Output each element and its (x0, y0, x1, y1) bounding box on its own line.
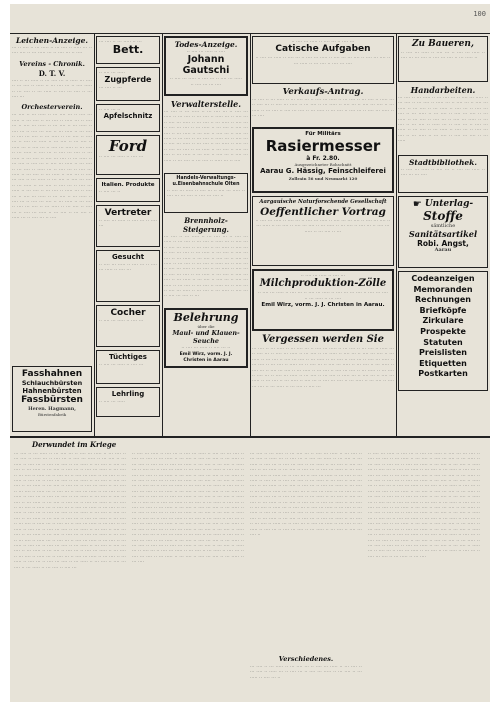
angst-city: Aarau (434, 247, 452, 253)
ford-ad (96, 135, 160, 175)
newspaper-page (10, 4, 490, 702)
hahnenbuersten-text: Hahnenbürsten (22, 387, 82, 395)
handelsschule-ad (164, 173, 248, 213)
apfelschnitz-heading: Apfelschnitz (103, 112, 153, 121)
column-rule-4 (396, 34, 397, 436)
feuilleton-col-3-text: ‧‧‧ ‧‧‧‧ ‧‧ ‧‧‧ ‧‧‧‧‧ ‧‧ ‧‧‧ ‧‧‧‧ ‧‧‧ ‧‧ ‧‧‧‧ ‧‧‧ ‧‧‧‧‧ ‧‧ ‧‧‧ ‧‧‧‧ ‧‧ ‧‧‧ ‧‧‧‧ ‧‧ ‧‧‧‧‧ ‧‧‧ ‧‧ ‧‧‧‧ ‧‧‧ ‧‧ ‧‧‧‧ ‧‧‧ ‧‧‧‧‧ ‧‧ ‧‧‧ ‧‧‧‧ ‧‧ ‧‧‧ ‧‧‧‧‧ ‧‧ ‧‧‧‧ ‧‧‧ ‧‧ ‧‧‧‧ ‧‧‧ ‧‧‧‧ ‧‧ ‧‧‧ ‧‧‧‧‧ ‧‧ ‧‧‧ ‧‧‧‧ ‧‧ ‧‧‧‧ ‧‧‧ ‧‧‧‧ ‧‧ ‧‧‧ ‧‧‧‧‧ ‧‧ ‧‧‧ ‧‧‧‧ ‧‧ ‧‧‧‧ ‧‧‧ ‧‧ ‧‧‧‧ ‧‧‧ ‧‧‧‧‧ ‧‧ ‧‧‧ ‧‧‧‧ ‧‧ ‧‧‧ ‧‧‧‧ ‧‧ ‧‧‧‧‧ ‧‧‧ ‧‧ ‧‧‧‧ ‧‧‧ ‧‧ ‧‧‧‧ ‧‧‧ ‧‧‧‧‧ ‧‧ ‧‧‧ ‧‧‧‧ ‧‧ ‧‧‧ ‧‧‧‧‧ ‧‧ ‧‧‧‧ ‧‧‧ ‧‧ ‧‧‧‧ ‧‧‧ ‧‧‧‧ ‧‧ ‧‧‧ ‧‧‧‧‧ ‧‧ ‧‧‧ ‧‧‧‧ ‧‧ ‧‧‧‧ ‧‧‧ ‧‧‧‧ ‧‧ ‧‧‧ ‧‧‧‧‧ ‧‧ ‧‧‧ ‧‧‧‧ ‧‧ ‧‧‧‧ ‧‧‧ ‧‧ ‧‧‧‧ ‧‧‧ ‧‧‧‧‧ ‧‧ ‧‧‧ ‧‧‧‧ ‧‧ ‧‧‧ ‧‧‧‧ ‧‧ ‧‧‧‧‧ ‧‧‧ ‧‧ ‧‧‧‧ ‧‧‧ ‧‧ ‧‧‧‧ ‧‧‧ ‧‧‧‧‧ ‧‧ ‧‧‧ ‧‧‧‧ ‧‧ ‧‧‧ ‧‧‧‧‧ ‧‧ ‧‧‧‧ ‧‧‧ ‧‧ ‧‧‧‧ ‧‧‧ ‧‧‧‧ ‧‧ ‧‧‧ ‧‧‧‧‧ ‧‧ ‧‧‧ ‧‧‧‧ ‧‧ ‧‧‧‧ ‧‧‧ ‧‧‧‧ ‧‧ ‧‧‧ ‧‧‧‧‧ ‧‧ ‧‧‧ ‧‧‧‧ ‧‧ ‧‧‧‧ ‧‧‧ ‧‧ ‧‧‧‧ ‧‧‧ ‧‧‧‧‧ ‧‧ ‧‧‧ ‧‧‧‧ ‧‧ ‧‧‧ ‧‧‧‧ ‧‧ ‧‧‧‧‧ ‧‧‧ ‧‧ ‧‧‧‧ ‧‧‧ ‧‧ ‧‧‧‧ ‧‧‧ ‧‧‧‧‧ ‧‧ ‧‧‧ ‧‧‧‧ ‧‧ ‧‧‧ ‧‧‧‧‧ ‧‧ ‧‧‧‧ ‧‧‧ ‧‧ ‧‧‧‧ ‧‧‧ ‧‧‧‧ ‧‧ ‧‧‧ ‧‧‧‧‧ ‧‧ ‧‧‧ ‧‧‧‧ ‧‧ ‧‧‧‧ ‧‧‧ ‧‧‧‧ ‧‧ ‧‧‧ ‧‧‧‧‧ ‧‧ ‧‧‧ ‧‧‧‧ ‧‧ ‧‧‧‧ ‧‧‧ ‧‧ ‧‧‧‧ ‧‧‧ ‧‧‧‧‧ ‧‧ ‧‧‧ ‧‧‧‧ ‧‧ ‧‧‧ ‧‧‧‧ ‧‧ ‧‧‧‧‧ ‧‧‧ ‧‧ ‧‧‧‧ ‧‧‧ ‧‧ ‧‧‧‧ ‧‧‧ ‧‧‧‧‧ ‧‧ ‧‧‧ ‧‧‧‧ ‧‧ ‧‧‧ ‧‧‧‧‧ ‧‧ ‧‧‧‧ ‧‧‧ ‧‧ ‧‧‧‧ ‧‧‧ ‧‧‧‧ ‧‧ ‧‧‧ ‧‧‧‧‧ ‧‧ ‧‧‧ ‧‧‧‧ ‧‧ ‧‧‧‧ ‧‧‧ ‧‧‧‧ ‧‧ (250, 451, 362, 538)
belehrung-publisher: Emil Wirz, vorm. J. J. Christen in Aarau (179, 352, 233, 364)
column-1 (12, 36, 92, 434)
gesucht-heading: Gesucht (111, 253, 145, 261)
handelsschule-filler: ‧‧ ‧‧‧‧ ‧‧‧ ‧‧‧‧‧ ‧‧ ‧‧‧‧ ‧‧‧ ‧‧ ‧‧‧‧ ‧‧‧ ‧‧‧‧‧ ‧‧ ‧‧‧‧ ‧‧‧ ‧‧‧ ‧‧‧‧ ‧‧ ‧‧‧‧ ‧‧‧ ‧‧‧‧ ‧‧ (167, 188, 245, 199)
rohschnitt: Ausgezeichneter Rohschnitt (294, 162, 352, 167)
codes-item: Prospekte (420, 326, 466, 336)
verkaufs-antrag-heading: Verkaufs-Antrag. (282, 87, 364, 97)
orchesterverein-body: ‧‧‧ ‧‧‧‧ ‧‧ ‧‧‧ ‧‧‧‧‧ ‧‧ ‧‧‧ ‧‧‧‧ ‧‧‧ ‧‧ ‧‧‧‧ ‧‧‧ ‧‧‧‧‧ ‧‧ ‧‧‧ ‧‧‧‧ ‧‧ ‧‧‧ ‧‧‧‧ ‧‧ ‧‧‧‧‧ ‧‧‧ ‧‧ ‧‧‧‧ ‧‧‧ ‧‧ ‧‧‧‧ ‧‧‧ ‧‧‧‧‧ ‧‧ ‧‧‧ ‧‧‧‧ ‧‧ ‧‧‧ ‧‧‧‧‧ ‧‧ ‧‧‧‧ ‧‧‧ ‧‧ ‧‧‧‧ ‧‧‧ ‧‧‧‧ ‧‧ ‧‧‧ ‧‧‧‧‧ ‧‧ ‧‧‧ ‧‧‧‧ ‧‧ ‧‧‧‧ ‧‧‧ ‧‧‧‧ ‧‧ ‧‧‧ ‧‧‧‧‧ ‧‧ ‧‧‧ ‧‧‧‧ ‧‧ ‧‧‧‧ ‧‧‧ ‧‧ ‧‧‧‧ ‧‧‧ ‧‧‧‧‧ ‧‧ ‧‧‧ ‧‧‧‧ ‧‧ ‧‧‧ ‧‧‧‧ ‧‧ ‧‧‧‧‧ ‧‧‧ ‧‧ ‧‧‧‧ ‧‧‧ ‧‧ ‧‧‧‧ ‧‧‧ ‧‧‧‧‧ ‧‧ ‧‧‧ ‧‧‧‧ ‧‧ ‧‧‧ ‧‧‧‧‧ ‧‧ ‧‧‧‧ ‧‧‧ ‧‧ ‧‧‧‧ ‧‧‧ ‧‧‧‧ ‧‧ ‧‧‧ ‧‧‧‧‧ ‧‧ ‧‧‧ ‧‧‧‧ ‧‧ ‧‧‧‧ ‧‧‧ ‧‧‧‧ ‧‧ ‧‧‧ ‧‧‧‧‧ ‧‧ ‧‧‧ ‧‧‧‧ ‧‧ ‧‧‧‧ ‧‧‧ ‧‧ ‧‧‧‧ ‧‧‧ ‧‧‧‧‧ ‧‧ ‧‧‧ ‧‧‧‧ ‧‧ ‧‧‧ ‧‧‧‧ ‧‧ ‧‧‧‧‧ ‧‧‧ ‧‧ ‧‧‧‧ ‧‧‧ ‧‧ ‧‧‧‧ ‧‧‧ ‧‧‧‧‧ ‧‧ ‧‧‧ ‧‧‧‧ ‧‧ ‧‧‧ ‧‧‧‧‧ ‧‧ ‧‧‧‧ ‧‧‧ ‧‧ ‧‧‧‧ ‧‧‧ ‧‧‧‧ ‧‧ ‧‧‧ ‧‧‧‧‧ ‧‧ ‧‧‧ ‧‧‧‧ ‧‧ ‧‧‧‧ ‧‧‧ ‧‧‧‧ ‧‧ ‧‧‧ ‧‧‧‧‧ ‧‧ ‧‧‧ ‧‧‧‧ ‧‧ ‧‧‧‧ ‧‧‧ ‧‧ ‧‧‧‧ ‧‧‧ ‧‧‧‧‧ ‧‧ ‧‧‧ ‧‧‧‧ ‧‧ ‧‧‧ ‧‧‧‧ ‧‧ ‧‧‧‧‧ ‧‧‧ ‧‧ ‧‧‧‧ ‧‧‧ ‧‧ ‧‧‧‧ ‧‧‧ ‧‧‧‧‧ ‧‧ ‧‧‧ ‧‧‧‧ ‧‧ ‧‧‧ ‧‧‧‧‧ ‧‧ ‧‧‧‧ ‧‧‧ ‧‧ ‧‧‧‧ ‧‧‧ ‧‧‧‧ ‧‧ ‧‧‧ ‧‧‧‧‧ ‧‧ ‧‧‧ ‧‧‧‧ ‧‧ ‧‧‧‧ ‧‧‧ ‧‧‧‧ ‧‧ ‧‧‧ ‧‧‧‧‧ ‧‧ ‧‧‧ ‧‧‧‧ ‧‧ ‧‧‧‧ ‧‧‧ ‧‧ ‧‧‧‧ ‧‧‧ ‧‧‧‧‧ ‧‧ ‧‧‧ ‧‧‧‧ ‧‧ ‧‧‧ ‧‧‧‧ ‧‧ ‧‧‧‧‧ ‧‧‧ ‧‧ ‧‧‧‧ ‧‧‧ ‧‧ ‧‧‧‧ (12, 112, 92, 221)
belehrung-filler: ‧‧ ‧‧‧‧ ‧‧‧ ‧‧‧‧‧ ‧‧ ‧‧‧‧ ‧‧‧ ‧‧ (181, 345, 231, 350)
sanitaetsartikel-heading: Sanitätsartikel (408, 229, 478, 239)
angst-name: Robi. Angst, (417, 239, 469, 248)
feuilleton-rule (10, 436, 490, 438)
codes-item: Memoranden (413, 284, 473, 294)
column-2 (96, 36, 160, 434)
apfelschnitz-filler: ‧‧ ‧‧‧‧ ‧‧‧ ‧‧ (99, 107, 121, 112)
vereins-chronik-heading: Vereins - Chronik. (19, 59, 85, 68)
seuche-heading: Maul- und Klauen-Seuche (172, 329, 240, 345)
codes-list (401, 274, 485, 380)
column-rule-2 (162, 34, 163, 436)
italien-filler: ‧‧ ‧‧‧‧ ‧‧‧ ‧‧ (99, 189, 121, 194)
vortrag-ad (252, 196, 394, 266)
cocher-heading: Cocher (110, 308, 146, 318)
bett-heading: Bett. (112, 43, 144, 57)
brennholz-heading: Brennholz-Steigerung. (183, 216, 229, 234)
feuilleton-col-3 (250, 451, 362, 697)
italien-heading: Italien. Produkte (101, 182, 155, 188)
feuilleton-section (14, 440, 486, 698)
fasshahnen-ad (12, 366, 92, 432)
hauser-name: Heren. Hagmann, (28, 406, 76, 412)
milchproduktion-heading: Milchproduktion-Zölle (259, 278, 387, 290)
unterlag-heading: Unterlag- (424, 199, 474, 209)
codes-item: Etiquetten (419, 358, 467, 368)
column-5 (398, 36, 488, 434)
lehrling-ad (96, 387, 160, 417)
deceased-name: Johann Gautschi (182, 54, 230, 77)
milch-filler-top: ‧‧ ‧‧‧‧ ‧‧‧ ‧‧‧‧‧ ‧‧ ‧‧‧‧ ‧‧‧ (300, 273, 346, 278)
codes-item: Preislisten (419, 348, 467, 358)
ford-heading: Ford (108, 137, 148, 155)
column-4 (252, 36, 394, 434)
lehrling-heading: Lehrling (111, 390, 145, 398)
gesellschaft-name: Aargauische Naturforschende Gesellschaft (259, 199, 387, 205)
lehrling-filler: ‧‧ ‧‧‧‧ ‧‧‧ ‧‧‧‧‧ (99, 399, 126, 404)
codes-item: Postkarten (418, 369, 468, 379)
haessig-name: Aarau G. Hässig, Feinschleiferei (260, 167, 386, 175)
apfelschnitz-ad (96, 104, 160, 132)
verschiedenes-body: ‧‧‧ ‧‧‧‧ ‧‧ ‧‧‧ ‧‧‧‧‧ ‧‧ ‧‧‧ ‧‧‧‧ ‧‧‧ ‧‧ ‧‧‧‧ ‧‧‧ ‧‧‧‧‧ ‧‧ ‧‧‧ ‧‧‧‧ ‧‧ ‧‧‧ ‧‧‧‧ ‧‧ ‧‧‧‧‧ ‧‧‧ ‧‧ ‧‧‧‧ ‧‧‧ ‧‧ ‧‧‧‧ ‧‧‧ ‧‧‧‧‧ ‧‧ ‧‧‧ ‧‧‧‧ ‧‧ ‧‧‧ ‧‧‧‧‧ ‧‧ ‧‧‧‧ ‧‧‧ ‧‧ (250, 664, 362, 680)
handelsschule-heading: Handels-Verwaltungs- u.Eisenbahnschule Olten (172, 176, 240, 187)
codes-item: Statuten (423, 337, 463, 347)
feuilleton-col-1: ‧‧‧ ‧‧‧‧ ‧‧ ‧‧‧ ‧‧‧‧‧ ‧‧ ‧‧‧ ‧‧‧‧ ‧‧‧ ‧‧ ‧‧‧‧ ‧‧‧ ‧‧‧‧‧ ‧‧ ‧‧‧ ‧‧‧‧ ‧‧ ‧‧‧ ‧‧‧‧ ‧‧ ‧‧‧‧‧ ‧‧‧ ‧‧ ‧‧‧‧ ‧‧‧ ‧‧ ‧‧‧‧ ‧‧‧ ‧‧‧‧‧ ‧‧ ‧‧‧ ‧‧‧‧ ‧‧ ‧‧‧ ‧‧‧‧‧ ‧‧ ‧‧‧‧ ‧‧‧ ‧‧ ‧‧‧‧ ‧‧‧ ‧‧‧‧ ‧‧ ‧‧‧ ‧‧‧‧‧ ‧‧ ‧‧‧ ‧‧‧‧ ‧‧ ‧‧‧‧ ‧‧‧ ‧‧‧‧ ‧‧ ‧‧‧ ‧‧‧‧‧ ‧‧ ‧‧‧ ‧‧‧‧ ‧‧ ‧‧‧‧ ‧‧‧ ‧‧ ‧‧‧‧ ‧‧‧ ‧‧‧‧‧ ‧‧ ‧‧‧ ‧‧‧‧ ‧‧ ‧‧‧ ‧‧‧‧ ‧‧ ‧‧‧‧‧ ‧‧‧ ‧‧ ‧‧‧‧ ‧‧‧ ‧‧ ‧‧‧‧ ‧‧‧ ‧‧‧‧‧ ‧‧ ‧‧‧ ‧‧‧‧ ‧‧ ‧‧‧ ‧‧‧‧‧ ‧‧ ‧‧‧‧ ‧‧‧ ‧‧ ‧‧‧‧ ‧‧‧ ‧‧‧‧ ‧‧ ‧‧‧ ‧‧‧‧‧ ‧‧ ‧‧‧ ‧‧‧‧ ‧‧ ‧‧‧‧ ‧‧‧ ‧‧‧‧ ‧‧ ‧‧‧ ‧‧‧‧‧ ‧‧ ‧‧‧ ‧‧‧‧ ‧‧ ‧‧‧‧ ‧‧‧ ‧‧ ‧‧‧‧ ‧‧‧ ‧‧‧‧‧ ‧‧ ‧‧‧ ‧‧‧‧ ‧‧ ‧‧‧ ‧‧‧‧ ‧‧ ‧‧‧‧‧ ‧‧‧ ‧‧ ‧‧‧‧ ‧‧‧ ‧‧ ‧‧‧‧ ‧‧‧ ‧‧‧‧‧ ‧‧ ‧‧‧ ‧‧‧‧ ‧‧ ‧‧‧ ‧‧‧‧‧ ‧‧ ‧‧‧‧ ‧‧‧ ‧‧ ‧‧‧‧ ‧‧‧ ‧‧‧‧ ‧‧ ‧‧‧ ‧‧‧‧‧ ‧‧ ‧‧‧ ‧‧‧‧ ‧‧ ‧‧‧‧ ‧‧‧ ‧‧‧‧ ‧‧ ‧‧‧ ‧‧‧‧‧ ‧‧ ‧‧‧ ‧‧‧‧ ‧‧ ‧‧‧‧ ‧‧‧ ‧‧ ‧‧‧‧ ‧‧‧ ‧‧‧‧‧ ‧‧ ‧‧‧ ‧‧‧‧ ‧‧ ‧‧‧ ‧‧‧‧ ‧‧ ‧‧‧‧‧ ‧‧‧ ‧‧ ‧‧‧‧ ‧‧‧ ‧‧ ‧‧‧‧ ‧‧‧ ‧‧‧‧‧ ‧‧ ‧‧‧ ‧‧‧‧ ‧‧ ‧‧‧ ‧‧‧‧‧ ‧‧ ‧‧‧‧ ‧‧‧ ‧‧ ‧‧‧‧ ‧‧‧ ‧‧‧‧ ‧‧ ‧‧‧ ‧‧‧‧‧ ‧‧ ‧‧‧ ‧‧‧‧ ‧‧ ‧‧‧‧ ‧‧‧ ‧‧‧‧ ‧‧ ‧‧‧ ‧‧‧‧‧ ‧‧ ‧‧‧ ‧‧‧‧ ‧‧ ‧‧‧‧ ‧‧‧ ‧‧ ‧‧‧‧ ‧‧‧ ‧‧‧‧‧ ‧‧ ‧‧‧ ‧‧‧‧ ‧‧ ‧‧‧ ‧‧‧‧ ‧‧ ‧‧‧‧‧ ‧‧‧ ‧‧ ‧‧‧‧ ‧‧‧ ‧‧ ‧‧‧‧ ‧‧‧ ‧‧‧‧‧ ‧‧ ‧‧‧ ‧‧‧‧ ‧‧ ‧‧‧ ‧‧‧‧‧ ‧‧ ‧‧‧‧ ‧‧‧ ‧‧ ‧‧‧‧ ‧‧‧ ‧‧‧‧ ‧‧ ‧‧‧ ‧‧‧‧‧ ‧‧ ‧‧‧ ‧‧‧‧ ‧‧ ‧‧‧‧ ‧‧‧ ‧‧‧‧ ‧‧ ‧‧‧ ‧‧‧‧‧ ‧‧ ‧‧‧ ‧‧‧‧ ‧‧ ‧‧‧‧ ‧‧‧ ‧‧ ‧‧‧‧ ‧‧‧ ‧‧‧‧‧ ‧‧ ‧‧‧ ‧‧‧‧ ‧‧ ‧‧‧ ‧‧‧‧ ‧‧ ‧‧‧‧‧ ‧‧‧ ‧‧ ‧‧‧‧ ‧‧‧ ‧‧ ‧‧‧‧ ‧‧‧ ‧‧‧‧‧ ‧‧ ‧‧‧ ‧‧‧‧ ‧‧ ‧‧‧ ‧‧‧‧‧ ‧‧ ‧‧‧‧ ‧‧‧ ‧‧ ‧‧‧‧ ‧‧‧ ‧‧‧‧ ‧‧ ‧‧‧ ‧‧‧‧‧ ‧‧ ‧‧‧ ‧‧‧‧ ‧‧ ‧‧‧‧ ‧‧‧ ‧‧‧‧ ‧‧ ‧‧‧ ‧‧‧‧‧ ‧‧ ‧‧‧ ‧‧‧‧ ‧‧ ‧‧‧‧ ‧‧‧ ‧‧ ‧‧‧‧ ‧‧‧ ‧‧‧‧‧ ‧‧ ‧‧‧ ‧‧‧‧ ‧‧ ‧‧‧ ‧‧‧‧ ‧‧ ‧‧‧‧‧ ‧‧‧ ‧‧ ‧‧‧‧ ‧‧‧ ‧‧ ‧‧‧‧ ‧‧‧ ‧‧‧‧‧ ‧‧ ‧‧‧ ‧‧‧‧ ‧‧ ‧‧‧ ‧‧‧‧‧ ‧‧ ‧‧‧‧ ‧‧‧ ‧‧ ‧‧‧‧ ‧‧‧ ‧‧‧‧ ‧‧ ‧‧‧ ‧‧‧‧‧ ‧‧ ‧‧‧ ‧‧‧‧ ‧‧ ‧‧‧‧ ‧‧‧ ‧‧‧‧ ‧‧ ‧‧‧ ‧‧‧‧‧ ‧‧ ‧‧‧ ‧‧‧‧ ‧‧ ‧‧‧‧ ‧‧‧ (14, 451, 126, 570)
todes-anzeige-filler-2: ‧‧ ‧‧‧‧ ‧‧‧ ‧‧‧‧‧ ‧‧ ‧‧‧‧ ‧‧‧ ‧‧ ‧‧‧‧ ‧‧‧ ‧‧‧‧‧ ‧‧ ‧‧‧‧ ‧‧‧ ‧‧‧ ‧‧‧‧ (170, 76, 242, 87)
leichen-anzeige-body: ‧‧‧ ‧‧ ‧‧‧‧ ‧‧ ‧‧‧ ‧‧‧‧‧ ‧‧ ‧‧‧ ‧‧‧‧ ‧‧ ‧‧‧‧‧ ‧‧‧ ‧‧ ‧‧‧‧ ‧‧‧‧ ‧‧ ‧‧‧ ‧‧‧‧‧ ‧‧‧ ‧‧ ‧‧‧‧ ‧‧‧ ‧‧ ‧‧‧‧ (12, 45, 92, 56)
bett-filler: ‧‧‧ ‧‧‧‧ ‧‧ ‧‧‧ ‧‧‧‧‧ ‧‧ ‧‧‧ (99, 39, 142, 44)
zu-baueren-filler: ‧‧ ‧‧‧‧ ‧‧‧ ‧‧‧‧‧ ‧‧ ‧‧‧‧ ‧‧‧ ‧‧ ‧‧‧‧ ‧‧‧ ‧‧‧‧‧ ‧‧ ‧‧‧‧ ‧‧‧ ‧‧‧ ‧‧‧‧ ‧‧ ‧‧‧‧ ‧‧‧ ‧‧‧‧ ‧‧ ‧‧‧ ‧‧‧‧‧ ‧‧ (401, 50, 485, 61)
todes-anzeige-filler: ‧‧ ‧‧‧‧ ‧‧‧ ‧‧‧‧‧ ‧‧ ‧‧‧‧ (186, 49, 226, 54)
catische-filler: ‧‧ ‧‧‧‧ ‧‧‧ ‧‧‧‧‧ ‧‧ ‧‧‧‧ ‧‧‧ ‧‧ ‧‧‧‧ ‧‧‧ ‧‧‧‧‧ ‧‧ ‧‧‧‧ ‧‧‧ ‧‧‧ ‧‧‧‧ ‧‧ ‧‧‧‧ ‧‧‧ ‧‧‧‧ ‧‧ ‧‧‧ ‧‧‧‧‧ ‧‧ ‧‧‧ ‧‧‧‧ ‧‧ ‧‧‧‧ ‧‧‧ ‧‧‧‧ (255, 55, 391, 66)
schlauchbuersten-text: Schlauchbürsten (21, 379, 83, 387)
cocher-filler: ‧‧ ‧‧‧‧ ‧‧‧ ‧‧‧‧‧ ‧‧ ‧‧‧‧ ‧‧‧ (99, 318, 144, 323)
feuilleton-col-4: ‧‧ ‧‧‧‧ ‧‧‧ ‧‧‧‧‧ ‧‧ ‧‧‧‧ ‧‧‧ ‧‧ ‧‧‧‧ ‧‧‧ ‧‧‧‧‧ ‧‧ ‧‧‧‧ ‧‧‧ ‧‧‧ ‧‧‧‧ ‧‧ ‧‧‧‧ ‧‧‧ ‧‧‧‧ ‧‧ ‧‧‧ ‧‧‧‧‧ ‧‧ ‧‧‧ ‧‧‧‧ ‧‧ ‧‧‧‧ ‧‧‧ ‧‧‧‧ ‧‧ ‧‧‧ ‧‧‧‧‧ ‧‧ ‧‧‧ ‧‧‧‧ ‧‧ ‧‧‧‧ ‧‧‧ ‧‧ ‧‧‧‧ ‧‧‧ ‧‧‧‧‧ ‧‧ ‧‧‧ ‧‧‧‧ ‧‧ ‧‧‧ ‧‧‧‧ ‧‧ ‧‧‧‧‧ ‧‧‧ ‧‧ ‧‧‧‧ ‧‧‧ ‧‧ ‧‧‧‧ ‧‧‧ ‧‧‧‧‧ ‧‧ ‧‧‧ ‧‧‧‧ ‧‧ ‧‧‧ ‧‧‧‧‧ ‧‧ ‧‧‧‧ ‧‧‧ ‧‧ ‧‧‧‧ ‧‧‧ ‧‧‧‧ ‧‧ ‧‧‧ ‧‧‧‧‧ ‧‧ ‧‧‧ ‧‧‧‧ ‧‧ ‧‧‧‧ ‧‧‧ ‧‧‧‧ ‧‧ ‧‧‧ ‧‧‧‧‧ ‧‧ ‧‧‧ ‧‧‧‧ ‧‧ ‧‧‧‧ ‧‧‧ ‧‧ ‧‧‧‧ ‧‧‧ ‧‧‧‧‧ ‧‧ ‧‧‧ ‧‧‧‧ ‧‧ ‧‧‧ ‧‧‧‧ ‧‧ ‧‧‧‧‧ ‧‧‧ ‧‧ ‧‧‧‧ ‧‧‧ ‧‧ ‧‧‧‧ ‧‧‧ ‧‧‧‧‧ ‧‧ ‧‧‧ ‧‧‧‧ ‧‧ ‧‧‧ ‧‧‧‧‧ ‧‧ ‧‧‧‧ ‧‧‧ ‧‧ ‧‧‧‧ ‧‧‧ ‧‧‧‧ ‧‧ ‧‧‧ ‧‧‧‧‧ ‧‧ ‧‧‧ ‧‧‧‧ ‧‧ ‧‧‧‧ ‧‧‧ ‧‧‧‧ ‧‧ ‧‧‧ ‧‧‧‧‧ ‧‧ ‧‧‧ ‧‧‧‧ ‧‧ ‧‧‧‧ ‧‧‧ ‧‧ ‧‧‧‧ ‧‧‧ ‧‧‧‧‧ ‧‧ ‧‧‧ ‧‧‧‧ ‧‧ ‧‧‧ ‧‧‧‧ ‧‧ ‧‧‧‧‧ ‧‧‧ ‧‧ ‧‧‧‧ ‧‧‧ ‧‧ ‧‧‧‧ ‧‧‧ ‧‧‧‧‧ ‧‧ ‧‧‧ ‧‧‧‧ ‧‧ ‧‧‧ ‧‧‧‧‧ ‧‧ ‧‧‧‧ ‧‧‧ ‧‧ ‧‧‧‧ ‧‧‧ ‧‧‧‧ ‧‧ ‧‧‧ ‧‧‧‧‧ ‧‧ ‧‧‧ ‧‧‧‧ ‧‧ ‧‧‧‧ ‧‧‧ ‧‧‧‧ ‧‧ ‧‧‧ ‧‧‧‧‧ ‧‧ ‧‧‧ ‧‧‧‧ ‧‧ ‧‧‧‧ ‧‧‧ ‧‧ ‧‧‧‧ ‧‧‧ ‧‧‧‧‧ ‧‧ ‧‧‧ ‧‧‧‧ ‧‧ ‧‧‧ ‧‧‧‧ ‧‧ ‧‧‧‧‧ ‧‧‧ ‧‧ ‧‧‧‧ ‧‧‧ ‧‧ ‧‧‧‧ ‧‧‧ ‧‧‧‧‧ ‧‧ ‧‧‧ ‧‧‧‧ ‧‧ ‧‧‧ ‧‧‧‧‧ ‧‧ ‧‧‧‧ ‧‧‧ ‧‧ ‧‧‧‧ ‧‧‧ ‧‧‧‧ ‧‧ ‧‧‧ ‧‧‧‧‧ ‧‧ ‧‧‧ ‧‧‧‧ ‧‧ ‧‧‧‧ ‧‧‧ ‧‧‧‧ ‧‧ ‧‧‧ ‧‧‧‧‧ ‧‧ ‧‧‧ ‧‧‧‧ ‧‧ ‧‧‧‧ ‧‧‧ ‧‧ ‧‧‧‧ ‧‧‧ ‧‧‧‧‧ ‧‧ ‧‧‧ ‧‧‧‧ ‧‧ ‧‧‧ ‧‧‧‧ ‧‧ ‧‧‧‧‧ ‧‧‧ ‧‧ ‧‧‧‧ ‧‧‧ ‧‧ ‧‧‧‧ ‧‧‧ ‧‧‧‧‧ ‧‧ ‧‧‧ ‧‧‧‧ ‧‧ ‧‧‧ ‧‧‧‧‧ ‧‧ ‧‧‧‧ ‧‧‧ ‧‧ ‧‧‧‧ ‧‧‧ ‧‧‧‧ ‧‧ ‧‧‧ ‧‧‧‧‧ ‧‧ ‧‧‧ ‧‧‧‧ ‧‧ ‧‧‧‧ ‧‧‧ ‧‧‧‧ ‧‧ ‧‧‧ ‧‧‧‧‧ ‧‧ ‧‧‧ ‧‧‧‧ ‧‧ ‧‧‧‧ ‧‧‧ ‧‧ ‧‧‧‧ ‧‧‧ ‧‧‧‧‧ ‧‧ ‧‧‧ ‧‧‧‧ ‧‧ ‧‧‧ ‧‧‧‧ ‧‧ ‧‧‧‧‧ ‧‧‧ ‧‧ ‧‧‧‧ ‧‧‧ ‧‧ ‧‧‧‧ ‧‧‧ ‧‧‧‧‧ ‧‧ ‧‧‧ ‧‧‧‧ ‧‧ ‧‧‧ ‧‧‧‧‧ ‧‧ ‧‧‧‧ ‧‧‧ ‧‧ ‧‧‧‧ ‧‧‧ ‧‧‧‧ ‧‧ ‧‧‧ ‧‧‧‧‧ ‧‧ ‧‧‧ ‧‧‧‧ (368, 451, 480, 559)
ueber-die: über die (197, 324, 215, 329)
dtv-heading: D. T. V. (38, 68, 66, 78)
stadtbibliothek-filler: ‧‧ ‧‧‧‧ ‧‧‧ ‧‧‧‧‧ ‧‧ ‧‧‧‧ ‧‧‧ ‧‧ ‧‧‧‧ ‧‧‧ ‧‧‧‧‧ ‧‧ ‧‧‧‧ ‧‧‧ ‧‧‧ ‧‧‧‧ (401, 167, 485, 178)
catische-heading: Catische Aufgaben (275, 44, 371, 55)
bett-ad (96, 36, 160, 64)
leichen-anzeige-heading: Leichen-Anzeige. (15, 36, 89, 45)
zugpferde-ad (96, 67, 160, 101)
milchproduktion-ad (252, 269, 394, 331)
vortrag-heading: Oeffentlicher Vortrag (260, 206, 386, 218)
stadtbibliothek-ad (398, 155, 488, 193)
drucksachen-ad (398, 271, 488, 391)
verschiedenes-heading: Verschiedenes. (278, 655, 334, 663)
page-number: 100 (473, 10, 486, 18)
codes-item: Zirkulare (422, 316, 464, 326)
vertreter-ad (96, 205, 160, 247)
haessig-address: Zollrain 56 und Neumarkt 120 (288, 176, 358, 181)
belehrung-heading: Belehrung (173, 311, 239, 324)
handarbeiten-body: ‧‧‧ ‧‧‧‧ ‧‧ ‧‧‧ ‧‧‧‧‧ ‧‧ ‧‧‧ ‧‧‧‧ ‧‧‧ ‧‧ ‧‧‧‧ ‧‧‧ ‧‧‧‧‧ ‧‧ ‧‧‧ ‧‧‧‧ ‧‧ ‧‧‧ ‧‧‧‧ ‧‧ ‧‧‧‧‧ ‧‧‧ ‧‧ ‧‧‧‧ ‧‧‧ ‧‧ ‧‧‧‧ ‧‧‧ ‧‧‧‧‧ ‧‧ ‧‧‧ ‧‧‧‧ ‧‧ ‧‧‧ ‧‧‧‧‧ ‧‧ ‧‧‧‧ ‧‧‧ ‧‧ ‧‧‧‧ ‧‧‧ ‧‧‧‧ ‧‧ ‧‧‧ ‧‧‧‧‧ ‧‧ ‧‧‧ ‧‧‧‧ ‧‧ ‧‧‧‧ ‧‧‧ ‧‧‧‧ ‧‧ ‧‧‧ ‧‧‧‧‧ ‧‧ ‧‧‧ ‧‧‧‧ ‧‧ ‧‧‧‧ ‧‧‧ ‧‧ ‧‧‧‧ ‧‧‧ ‧‧‧‧‧ ‧‧ ‧‧‧ ‧‧‧‧ ‧‧ ‧‧‧ ‧‧‧‧ ‧‧ ‧‧‧‧‧ ‧‧‧ ‧‧ ‧‧‧‧ ‧‧‧ ‧‧ ‧‧‧‧ ‧‧‧ ‧‧‧‧‧ ‧‧ ‧‧‧ ‧‧‧‧ ‧‧ ‧‧‧ ‧‧‧‧‧ ‧‧ ‧‧‧‧ ‧‧‧ ‧‧ ‧‧‧‧ ‧‧‧ ‧‧‧‧ ‧‧ ‧‧‧ ‧‧‧‧‧ ‧‧ ‧‧‧ ‧‧‧‧ ‧‧ ‧‧‧‧ ‧‧‧ ‧‧‧‧ ‧‧ ‧‧‧ ‧‧‧‧‧ (398, 95, 488, 144)
milch-publisher: Emil Wirz, vorm. J. J. Christen in Aarau. (261, 302, 385, 309)
codes-item: Briefköpfe (419, 305, 467, 315)
codes-item: Rechnungen (415, 295, 471, 305)
stadtbibliothek-heading: Stadtbibliothek. (409, 158, 477, 167)
tuechtiges-ad (96, 350, 160, 384)
catische-filler-top: ‧‧ ‧‧‧‧ ‧‧‧ ‧‧‧‧‧ ‧‧ ‧‧‧‧ ‧‧‧ ‧‧ ‧‧‧‧ ‧‧‧ (291, 39, 355, 44)
feuilleton-title: Derwundet im Kriege (32, 440, 117, 449)
gesucht-ad (96, 250, 160, 302)
saemtliche: sämtliche (430, 223, 456, 229)
brennholz-body: ‧‧‧ ‧‧‧‧ ‧‧ ‧‧‧ ‧‧‧‧‧ ‧‧ ‧‧‧ ‧‧‧‧ ‧‧‧ ‧‧ ‧‧‧‧ ‧‧‧ ‧‧‧‧‧ ‧‧ ‧‧‧ ‧‧‧‧ ‧‧ ‧‧‧ ‧‧‧‧ ‧‧ ‧‧‧‧‧ ‧‧‧ ‧‧ ‧‧‧‧ ‧‧‧ ‧‧ ‧‧‧‧ ‧‧‧ ‧‧‧‧‧ ‧‧ ‧‧‧ ‧‧‧‧ ‧‧ ‧‧‧ ‧‧‧‧‧ ‧‧ ‧‧‧‧ ‧‧‧ ‧‧ ‧‧‧‧ ‧‧‧ ‧‧‧‧ ‧‧ ‧‧‧ ‧‧‧‧‧ ‧‧ ‧‧‧ ‧‧‧‧ ‧‧ ‧‧‧‧ ‧‧‧ ‧‧‧‧ ‧‧ ‧‧‧ ‧‧‧‧‧ ‧‧ ‧‧‧ ‧‧‧‧ ‧‧ ‧‧‧‧ ‧‧‧ ‧‧ ‧‧‧‧ ‧‧‧ ‧‧‧‧‧ ‧‧ ‧‧‧ ‧‧‧‧ ‧‧ ‧‧‧ ‧‧‧‧ ‧‧ ‧‧‧‧‧ ‧‧‧ ‧‧ ‧‧‧‧ ‧‧‧ ‧‧ ‧‧‧‧ ‧‧‧ ‧‧‧‧‧ ‧‧ ‧‧‧ ‧‧‧‧ ‧‧ ‧‧‧ ‧‧‧‧‧ ‧‧ ‧‧‧‧ ‧‧‧ ‧‧ ‧‧‧‧ ‧‧‧ ‧‧‧‧ ‧‧ ‧‧‧ ‧‧‧‧‧ ‧‧ ‧‧‧ ‧‧‧‧ ‧‧ ‧‧‧‧ ‧‧‧ ‧‧‧‧ ‧‧ ‧‧‧ ‧‧‧‧‧ ‧‧ ‧‧‧ ‧‧‧‧ ‧‧ ‧‧‧‧ ‧‧‧ ‧‧ ‧‧‧‧ ‧‧‧ ‧‧‧‧‧ ‧‧ ‧‧‧ ‧‧‧‧ ‧‧ ‧‧‧ ‧‧‧‧ ‧‧ ‧‧‧‧‧ ‧‧‧ ‧‧ ‧‧‧‧ ‧‧‧ ‧‧ ‧‧‧‧ ‧‧‧ ‧‧‧‧‧ ‧‧ ‧‧‧ ‧‧‧‧ ‧‧ ‧‧‧ ‧‧‧‧‧ ‧‧ ‧‧‧‧ ‧‧‧ ‧‧ ‧‧‧‧ ‧‧‧ ‧‧‧‧ ‧‧ ‧‧‧ (164, 234, 248, 299)
vertreter-heading: Vertreter (104, 208, 152, 218)
column-3 (164, 36, 248, 434)
dtv-body: ‧‧‧‧ ‧‧ ‧‧‧ ‧‧‧‧‧ ‧‧ ‧‧‧ ‧‧‧‧ ‧‧‧ ‧‧ ‧‧‧‧‧ ‧‧‧ ‧‧‧‧ ‧‧ ‧‧‧ ‧‧‧‧ ‧‧ ‧‧‧‧‧ ‧‧ ‧‧‧ ‧‧‧‧ ‧‧‧ ‧‧ ‧‧‧‧ ‧‧‧‧‧ ‧‧ ‧‧‧ ‧‧‧‧ ‧‧ ‧‧‧ ‧‧‧‧‧ ‧‧ ‧‧‧‧ ‧‧‧ ‧‧‧‧ ‧‧ ‧‧‧ ‧‧‧‧ ‧‧‧ (12, 77, 92, 100)
stoffe-heading: Stoffe (423, 209, 463, 223)
codes-item: Codeanzeigen (411, 274, 475, 283)
unterlag-stoffe-ad (398, 196, 488, 268)
verwalterstelle-body: ‧‧‧ ‧‧‧‧ ‧‧ ‧‧‧ ‧‧‧‧‧ ‧‧ ‧‧‧ ‧‧‧‧ ‧‧‧ ‧‧ ‧‧‧‧ ‧‧‧ ‧‧‧‧‧ ‧‧ ‧‧‧ ‧‧‧‧ ‧‧ ‧‧‧ ‧‧‧‧ ‧‧ ‧‧‧‧‧ ‧‧‧ ‧‧ ‧‧‧‧ ‧‧‧ ‧‧ ‧‧‧‧ ‧‧‧ ‧‧‧‧‧ ‧‧ ‧‧‧ ‧‧‧‧ ‧‧ ‧‧‧ ‧‧‧‧‧ ‧‧ ‧‧‧‧ ‧‧‧ ‧‧ ‧‧‧‧ ‧‧‧ ‧‧‧‧ ‧‧ ‧‧‧ ‧‧‧‧‧ ‧‧ ‧‧‧ ‧‧‧‧ ‧‧ ‧‧‧‧ ‧‧‧ ‧‧‧‧ ‧‧ ‧‧‧ ‧‧‧‧‧ ‧‧ ‧‧‧ ‧‧‧‧ ‧‧ ‧‧‧‧ ‧‧‧ ‧‧ ‧‧‧‧ ‧‧‧ ‧‧‧‧‧ ‧‧ ‧‧‧ ‧‧‧‧ ‧‧ ‧‧‧ ‧‧‧‧ ‧‧ ‧‧‧‧‧ ‧‧‧ ‧‧ ‧‧‧‧ ‧‧‧ ‧‧ ‧‧‧‧ ‧‧‧ ‧‧‧‧‧ ‧‧ ‧‧‧ ‧‧‧‧ ‧‧ ‧‧‧ ‧‧‧‧‧ ‧‧ ‧‧‧‧ ‧‧‧ ‧‧ ‧‧‧‧ ‧‧‧ ‧‧‧‧ ‧‧ ‧‧‧ ‧‧‧‧‧ ‧‧ ‧‧‧ ‧‧‧‧ ‧‧ ‧‧‧‧ ‧‧‧ ‧‧‧‧ ‧‧ ‧‧‧ ‧‧‧‧‧ ‧‧ ‧‧‧ ‧‧‧‧ ‧‧ ‧‧‧‧ ‧‧‧ ‧‧ ‧‧‧‧ ‧‧‧ ‧‧‧‧‧ ‧‧ ‧‧‧ ‧‧‧‧ ‧‧ ‧‧‧ ‧‧‧‧ ‧‧ ‧‧‧‧‧ ‧‧‧ ‧‧ ‧‧‧‧ (164, 109, 248, 163)
orchesterverein-heading: Orchesterverein. (21, 103, 83, 112)
rasiermesser-ad (252, 127, 394, 193)
fasshahnen-text: Fasshahnen (21, 369, 83, 379)
belehrung-ad (164, 308, 248, 368)
rasiermesser-heading: Rasiermesser (265, 137, 381, 155)
todes-anzeige-heading: Todes-Anzeige. (174, 40, 238, 49)
tuechtiges-heading: Tüchtiges (109, 353, 147, 361)
tuechtiges-filler: ‧‧ ‧‧‧‧ ‧‧‧ ‧‧‧‧‧ ‧‧ ‧‧‧‧ ‧‧‧ (99, 362, 144, 367)
ford-filler: ‧‧ ‧‧‧‧ ‧‧‧ ‧‧‧‧‧ ‧‧ ‧‧‧‧ ‧‧‧ (99, 154, 144, 159)
catische-aufgaben-ad (252, 36, 394, 84)
zu-baueren-heading: Zu Baueren, (411, 39, 475, 49)
column-rule-3 (250, 34, 251, 436)
feuilleton-col-2: ‧‧ ‧‧‧‧ ‧‧‧ ‧‧‧‧‧ ‧‧ ‧‧‧‧ ‧‧‧ ‧‧ ‧‧‧‧ ‧‧‧ ‧‧‧‧‧ ‧‧ ‧‧‧‧ ‧‧‧ ‧‧‧ ‧‧‧‧ ‧‧ ‧‧‧‧ ‧‧‧ ‧‧‧‧ ‧‧ ‧‧‧ ‧‧‧‧‧ ‧‧ ‧‧‧ ‧‧‧‧ ‧‧ ‧‧‧‧ ‧‧‧ ‧‧‧‧ ‧‧ ‧‧‧ ‧‧‧‧‧ ‧‧ ‧‧‧ ‧‧‧‧ ‧‧ ‧‧‧‧ ‧‧‧ ‧‧ ‧‧‧‧ ‧‧‧ ‧‧‧‧‧ ‧‧ ‧‧‧ ‧‧‧‧ ‧‧ ‧‧‧ ‧‧‧‧ ‧‧ ‧‧‧‧‧ ‧‧‧ ‧‧ ‧‧‧‧ ‧‧‧ ‧‧ ‧‧‧‧ ‧‧‧ ‧‧‧‧‧ ‧‧ ‧‧‧ ‧‧‧‧ ‧‧ ‧‧‧ ‧‧‧‧‧ ‧‧ ‧‧‧‧ ‧‧‧ ‧‧ ‧‧‧‧ ‧‧‧ ‧‧‧‧ ‧‧ ‧‧‧ ‧‧‧‧‧ ‧‧ ‧‧‧ ‧‧‧‧ ‧‧ ‧‧‧‧ ‧‧‧ ‧‧‧‧ ‧‧ ‧‧‧ ‧‧‧‧‧ ‧‧ ‧‧‧ ‧‧‧‧ ‧‧ ‧‧‧‧ ‧‧‧ ‧‧ ‧‧‧‧ ‧‧‧ ‧‧‧‧‧ ‧‧ ‧‧‧ ‧‧‧‧ ‧‧ ‧‧‧ ‧‧‧‧ ‧‧ ‧‧‧‧‧ ‧‧‧ ‧‧ ‧‧‧‧ ‧‧‧ ‧‧ ‧‧‧‧ ‧‧‧ ‧‧‧‧‧ ‧‧ ‧‧‧ ‧‧‧‧ ‧‧ ‧‧‧ ‧‧‧‧‧ ‧‧ ‧‧‧‧ ‧‧‧ ‧‧ ‧‧‧‧ ‧‧‧ ‧‧‧‧ ‧‧ ‧‧‧ ‧‧‧‧‧ ‧‧ ‧‧‧ ‧‧‧‧ ‧‧ ‧‧‧‧ ‧‧‧ ‧‧‧‧ ‧‧ ‧‧‧ ‧‧‧‧‧ ‧‧ ‧‧‧ ‧‧‧‧ ‧‧ ‧‧‧‧ ‧‧‧ ‧‧ ‧‧‧‧ ‧‧‧ ‧‧‧‧‧ ‧‧ ‧‧‧ ‧‧‧‧ ‧‧ ‧‧‧ ‧‧‧‧ ‧‧ ‧‧‧‧‧ ‧‧‧ ‧‧ ‧‧‧‧ ‧‧‧ ‧‧ ‧‧‧‧ ‧‧‧ ‧‧‧‧‧ ‧‧ ‧‧‧ ‧‧‧‧ ‧‧ ‧‧‧ ‧‧‧‧‧ ‧‧ ‧‧‧‧ ‧‧‧ ‧‧ ‧‧‧‧ ‧‧‧ ‧‧‧‧ ‧‧ ‧‧‧ ‧‧‧‧‧ ‧‧ ‧‧‧ ‧‧‧‧ ‧‧ ‧‧‧‧ ‧‧‧ ‧‧‧‧ ‧‧ ‧‧‧ ‧‧‧‧‧ ‧‧ ‧‧‧ ‧‧‧‧ ‧‧ ‧‧‧‧ ‧‧‧ ‧‧ ‧‧‧‧ ‧‧‧ ‧‧‧‧‧ ‧‧ ‧‧‧ ‧‧‧‧ ‧‧ ‧‧‧ ‧‧‧‧ ‧‧ ‧‧‧‧‧ ‧‧‧ ‧‧ ‧‧‧‧ ‧‧‧ ‧‧ ‧‧‧‧ ‧‧‧ ‧‧‧‧‧ ‧‧ ‧‧‧ ‧‧‧‧ ‧‧ ‧‧‧ ‧‧‧‧‧ ‧‧ ‧‧‧‧ ‧‧‧ ‧‧ ‧‧‧‧ ‧‧‧ ‧‧‧‧ ‧‧ ‧‧‧ ‧‧‧‧‧ ‧‧ ‧‧‧ ‧‧‧‧ ‧‧ ‧‧‧‧ ‧‧‧ ‧‧‧‧ ‧‧ ‧‧‧ ‧‧‧‧‧ ‧‧ ‧‧‧ ‧‧‧‧ ‧‧ ‧‧‧‧ ‧‧‧ ‧‧ ‧‧‧‧ ‧‧‧ ‧‧‧‧‧ ‧‧ ‧‧‧ ‧‧‧‧ ‧‧ ‧‧‧ ‧‧‧‧ ‧‧ ‧‧‧‧‧ ‧‧‧ ‧‧ ‧‧‧‧ ‧‧‧ ‧‧ ‧‧‧‧ ‧‧‧ ‧‧‧‧‧ ‧‧ ‧‧‧ ‧‧‧‧ ‧‧ ‧‧‧ ‧‧‧‧‧ ‧‧ ‧‧‧‧ ‧‧‧ ‧‧ ‧‧‧‧ ‧‧‧ ‧‧‧‧ ‧‧ ‧‧‧ ‧‧‧‧‧ ‧‧ ‧‧‧ ‧‧‧‧ ‧‧ ‧‧‧‧ ‧‧‧ ‧‧‧‧ ‧‧ ‧‧‧ ‧‧‧‧‧ ‧‧ ‧‧‧ ‧‧‧‧ ‧‧ ‧‧‧‧ ‧‧‧ ‧‧ ‧‧‧‧ ‧‧‧ ‧‧‧‧‧ ‧‧ ‧‧‧ ‧‧‧‧ ‧‧ ‧‧‧ ‧‧‧‧ ‧‧ ‧‧‧‧‧ ‧‧‧ ‧‧ ‧‧‧‧ ‧‧‧ ‧‧ ‧‧‧‧ ‧‧‧ ‧‧‧‧‧ ‧‧ ‧‧‧ ‧‧‧‧ ‧‧ ‧‧‧ ‧‧‧‧‧ ‧‧ ‧‧‧‧ ‧‧‧ ‧‧ ‧‧‧‧ ‧‧‧ ‧‧‧‧ ‧‧ ‧‧‧ ‧‧‧‧‧ ‧‧ ‧‧‧ ‧‧‧‧ ‧‧ ‧‧‧‧ ‧‧‧ ‧‧‧‧ ‧‧ ‧‧‧ ‧‧‧‧‧ ‧‧ ‧‧‧ ‧‧‧‧ (132, 451, 244, 565)
zugpferde-heading: Zugpferde (104, 75, 152, 85)
vertreter-filler: ‧‧ ‧‧‧‧ ‧‧‧ ‧‧‧‧‧ ‧‧ ‧‧‧‧ ‧‧‧ ‧‧ ‧‧‧‧ ‧‧‧ (99, 218, 157, 229)
feuilleton-columns (14, 451, 486, 697)
zugpferde-filler-2: ‧‧‧ ‧‧‧‧ ‧‧ ‧‧‧ (99, 85, 122, 91)
verwalterstelle-heading: Verwalterstelle. (170, 99, 242, 109)
milch-filler: ‧‧ ‧‧‧‧ ‧‧‧ ‧‧‧‧‧ ‧‧ ‧‧‧‧ ‧‧‧ ‧‧ ‧‧‧‧ ‧‧‧ ‧‧‧‧‧ ‧‧ ‧‧‧‧ ‧‧‧ ‧‧‧ ‧‧‧‧ ‧‧ ‧‧‧‧ ‧‧‧ ‧‧‧‧ ‧‧ ‧‧‧ ‧‧‧‧‧ ‧‧ ‧‧‧ ‧‧‧‧ (257, 290, 389, 301)
verkaufs-antrag-body: ‧‧‧ ‧‧‧‧ ‧‧ ‧‧‧ ‧‧‧‧‧ ‧‧ ‧‧‧ ‧‧‧‧ ‧‧‧ ‧‧ ‧‧‧‧ ‧‧‧ ‧‧‧‧‧ ‧‧ ‧‧‧ ‧‧‧‧ ‧‧ ‧‧‧ ‧‧‧‧ ‧‧ ‧‧‧‧‧ ‧‧‧ ‧‧ ‧‧‧‧ ‧‧‧ ‧‧ ‧‧‧‧ ‧‧‧ ‧‧‧‧‧ ‧‧ ‧‧‧ ‧‧‧‧ ‧‧ ‧‧‧ ‧‧‧‧‧ ‧‧ ‧‧‧‧ ‧‧‧ ‧‧ ‧‧‧‧ ‧‧‧ ‧‧‧‧ ‧‧ ‧‧‧ ‧‧‧‧‧ ‧‧ ‧‧‧ ‧‧‧‧ ‧‧ ‧‧‧‧ ‧‧‧ ‧‧‧‧ ‧‧ ‧‧‧ ‧‧‧‧‧ ‧‧ ‧‧‧ ‧‧‧‧ ‧‧ ‧‧‧‧ ‧‧‧ ‧‧ ‧‧‧‧ ‧‧‧ ‧‧‧‧‧ ‧‧ ‧‧‧ ‧‧‧‧ (252, 97, 394, 119)
fassbuersten-text: Fassbürsten (21, 395, 83, 405)
handarbeiten-heading: Handarbeiten. (410, 85, 476, 95)
zu-baueren-ad (398, 36, 488, 82)
rasiermesser-price: à Fr. 2.80. (306, 155, 340, 162)
hauser-sub: Bürstenfabrik (37, 412, 67, 417)
italien-ad (96, 178, 160, 202)
zugpferde-filler: ‧‧ ‧‧‧‧ ‧‧‧ ‧‧‧‧‧ (99, 70, 126, 75)
fuer-militaers: Für Militärs (305, 131, 341, 137)
pointing-hand-icon: ☛ (412, 199, 422, 210)
cocher-ad (96, 305, 160, 347)
vergessen-body: ‧‧‧ ‧‧‧‧ ‧‧ ‧‧‧ ‧‧‧‧‧ ‧‧ ‧‧‧ ‧‧‧‧ ‧‧‧ ‧‧ ‧‧‧‧ ‧‧‧ ‧‧‧‧‧ ‧‧ ‧‧‧ ‧‧‧‧ ‧‧ ‧‧‧ ‧‧‧‧ ‧‧ ‧‧‧‧‧ ‧‧‧ ‧‧ ‧‧‧‧ ‧‧‧ ‧‧ ‧‧‧‧ ‧‧‧ ‧‧‧‧‧ ‧‧ ‧‧‧ ‧‧‧‧ ‧‧ ‧‧‧ ‧‧‧‧‧ ‧‧ ‧‧‧‧ ‧‧‧ ‧‧ ‧‧‧‧ ‧‧‧ ‧‧‧‧ ‧‧ ‧‧‧ ‧‧‧‧‧ ‧‧ ‧‧‧ ‧‧‧‧ ‧‧ ‧‧‧‧ ‧‧‧ ‧‧‧‧ ‧‧ ‧‧‧ ‧‧‧‧‧ ‧‧ ‧‧‧ ‧‧‧‧ ‧‧ ‧‧‧‧ ‧‧‧ ‧‧ ‧‧‧‧ ‧‧‧ ‧‧‧‧‧ ‧‧ ‧‧‧ ‧‧‧‧ ‧‧ ‧‧‧ ‧‧‧‧ ‧‧ ‧‧‧‧‧ ‧‧‧ ‧‧ ‧‧‧‧ ‧‧‧ ‧‧ ‧‧‧‧ ‧‧‧ ‧‧‧‧‧ ‧‧ ‧‧‧ ‧‧‧‧ ‧‧ ‧‧‧ ‧‧‧‧‧ ‧‧ ‧‧‧‧ ‧‧‧ ‧‧ ‧‧‧‧ ‧‧‧ ‧‧‧‧ ‧‧ ‧‧‧ ‧‧‧‧‧ ‧‧ ‧‧‧ ‧‧‧‧ ‧‧ ‧‧‧‧ ‧‧‧ ‧‧‧‧ ‧‧ ‧‧‧ ‧‧‧‧‧ ‧‧ ‧‧‧ ‧‧‧‧ ‧‧ ‧‧‧‧ ‧‧‧ ‧‧ ‧‧‧‧ ‧‧‧ ‧‧‧‧‧ ‧‧ ‧‧‧ ‧‧‧‧ ‧‧ ‧‧‧ ‧‧‧‧ ‧‧ ‧‧‧‧‧ ‧‧‧ ‧‧ ‧‧‧‧ ‧‧‧ ‧‧ ‧‧‧‧ ‧‧‧ ‧‧‧‧‧ ‧‧ ‧‧‧ ‧‧‧‧ ‧‧ ‧‧‧ ‧‧‧‧‧ ‧‧ ‧‧‧‧ ‧‧‧ ‧‧ ‧‧‧‧ ‧‧‧ ‧‧‧‧ ‧‧ ‧‧‧ ‧‧‧‧‧ ‧‧ ‧‧‧ ‧‧‧‧ ‧‧ ‧‧‧‧ ‧‧‧ ‧‧‧‧ ‧‧ ‧‧‧ ‧‧‧‧‧ ‧‧ ‧‧‧ ‧‧‧‧ ‧‧ ‧‧‧‧ ‧‧‧ (252, 346, 394, 389)
column-rule-1 (94, 34, 95, 436)
vortrag-filler: ‧‧ ‧‧‧‧ ‧‧‧ ‧‧‧‧‧ ‧‧ ‧‧‧‧ ‧‧‧ ‧‧ ‧‧‧‧ ‧‧‧ ‧‧‧‧‧ ‧‧ ‧‧‧‧ ‧‧‧ ‧‧‧ ‧‧‧‧ ‧‧ ‧‧‧‧ ‧‧‧ ‧‧‧‧ ‧‧ ‧‧‧ ‧‧‧‧‧ ‧‧ ‧‧‧ ‧‧‧‧ ‧‧ ‧‧‧‧ ‧‧‧ ‧‧‧‧ ‧‧ ‧‧‧ ‧‧‧‧‧ ‧‧ ‧‧‧ ‧‧‧‧ ‧‧ ‧‧‧‧ ‧‧‧ ‧‧ ‧‧‧‧ ‧‧‧ ‧‧‧‧‧ ‧‧ ‧‧‧ ‧‧‧‧ ‧‧ ‧‧‧ (255, 218, 391, 234)
gesucht-filler: ‧‧ ‧‧‧‧ ‧‧‧ ‧‧‧‧‧ ‧‧ ‧‧‧‧ ‧‧‧ ‧‧ ‧‧‧‧ ‧‧‧ ‧‧‧‧‧ ‧‧ ‧‧‧‧ ‧‧‧ (99, 262, 157, 273)
vergessen-heading: Vergessen werden Sie (262, 334, 384, 345)
todes-anzeige-ad (164, 36, 248, 96)
